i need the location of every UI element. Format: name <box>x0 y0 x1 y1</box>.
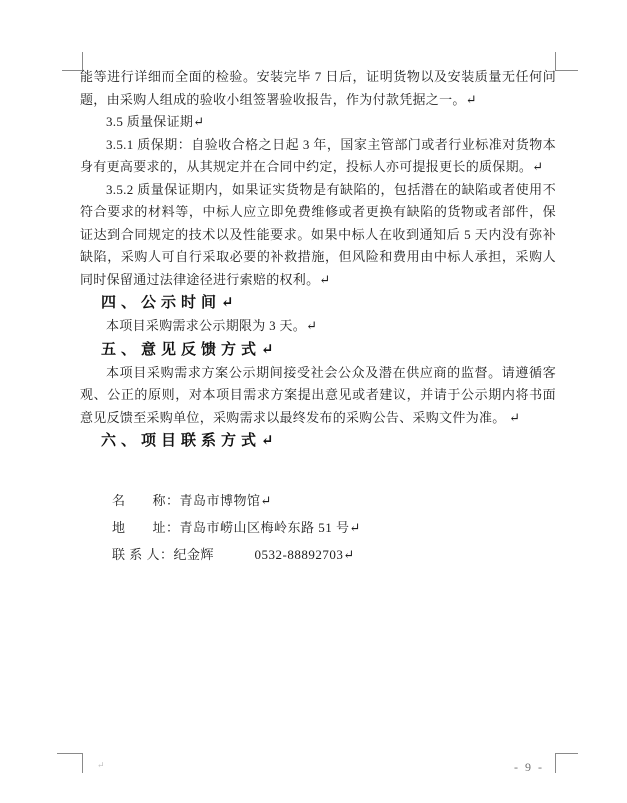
paragraph-clause-3-5-1: 3.5.1 质保期：自验收合格之日起 3 年，国家主管部门或者行业标准对货物本身有更高要求的，从其规定并在合同中约定，投标人亦可提报更长的质保期。↵ <box>80 136 556 174</box>
heading-section-six-contact-info: 六、项目联系方式↵ <box>101 433 279 449</box>
heading-section-five-feedback-method: 五、意见反馈方式↵ <box>101 341 279 358</box>
contact-address-line: 地 址：青岛市崂山区梅岭东路 51 号↵ <box>112 520 361 535</box>
paragraph-clause-3-5: 3.5 质量保证期↵ <box>106 114 205 129</box>
crop-mark-top-right <box>555 52 578 71</box>
contact-name-line: 名 称：青岛市博物馆↵ <box>112 493 272 508</box>
footer-paragraph-mark: ↵ <box>97 760 105 770</box>
heading-section-four-publicity-time: 四、公示时间↵ <box>101 295 239 311</box>
paragraph-feedback-method: 本项目采购需求方案公示期间接受社会公众及潜在供应商的监督。请遵循客观、公正的原则，对本项目需求方案提出意见或者建议，并请于公示期内将书面意见反馈至采购单位，采购需求以最终发布的采购公告、采购文件为准。 ↵ <box>80 364 556 425</box>
contact-person-line: 联 系 人：纪金辉 0532-88892703↵ <box>112 547 355 562</box>
document-body <box>80 66 556 568</box>
page-number: - 9 - <box>514 760 544 774</box>
contact-info-block <box>80 487 556 568</box>
paragraph-clause-3-5-2: 3.5.2 质量保证期内，如果证实货物是有缺陷的，包括潜在的缺陷或者使用不符合要求的材料等，中标人应立即免费维修或者更换有缺陷的货物或者部件，保证达到合同规定的技术以及性能要求。如果中标人在收到通知后 5 天内没有弥补缺陷，采购人可自行采取必要的补救措施，但风险和费用由中标人承担，采购人同时保留通过法律途径进行索赔的权利。↵ <box>80 181 556 287</box>
crop-mark-bottom-left <box>57 753 83 773</box>
crop-mark-bottom-right <box>555 753 578 773</box>
paragraph-inspection-continuation: 能等进行详细而全面的检验。安装完毕 7 日后，证明货物以及安装质量无任何问题，由采购人组成的验收小组签署验收报告，作为付款凭据之一。↵ <box>80 69 556 107</box>
paragraph-publicity-period: 本项目采购需求公示期限为 3 天。↵ <box>106 318 318 333</box>
